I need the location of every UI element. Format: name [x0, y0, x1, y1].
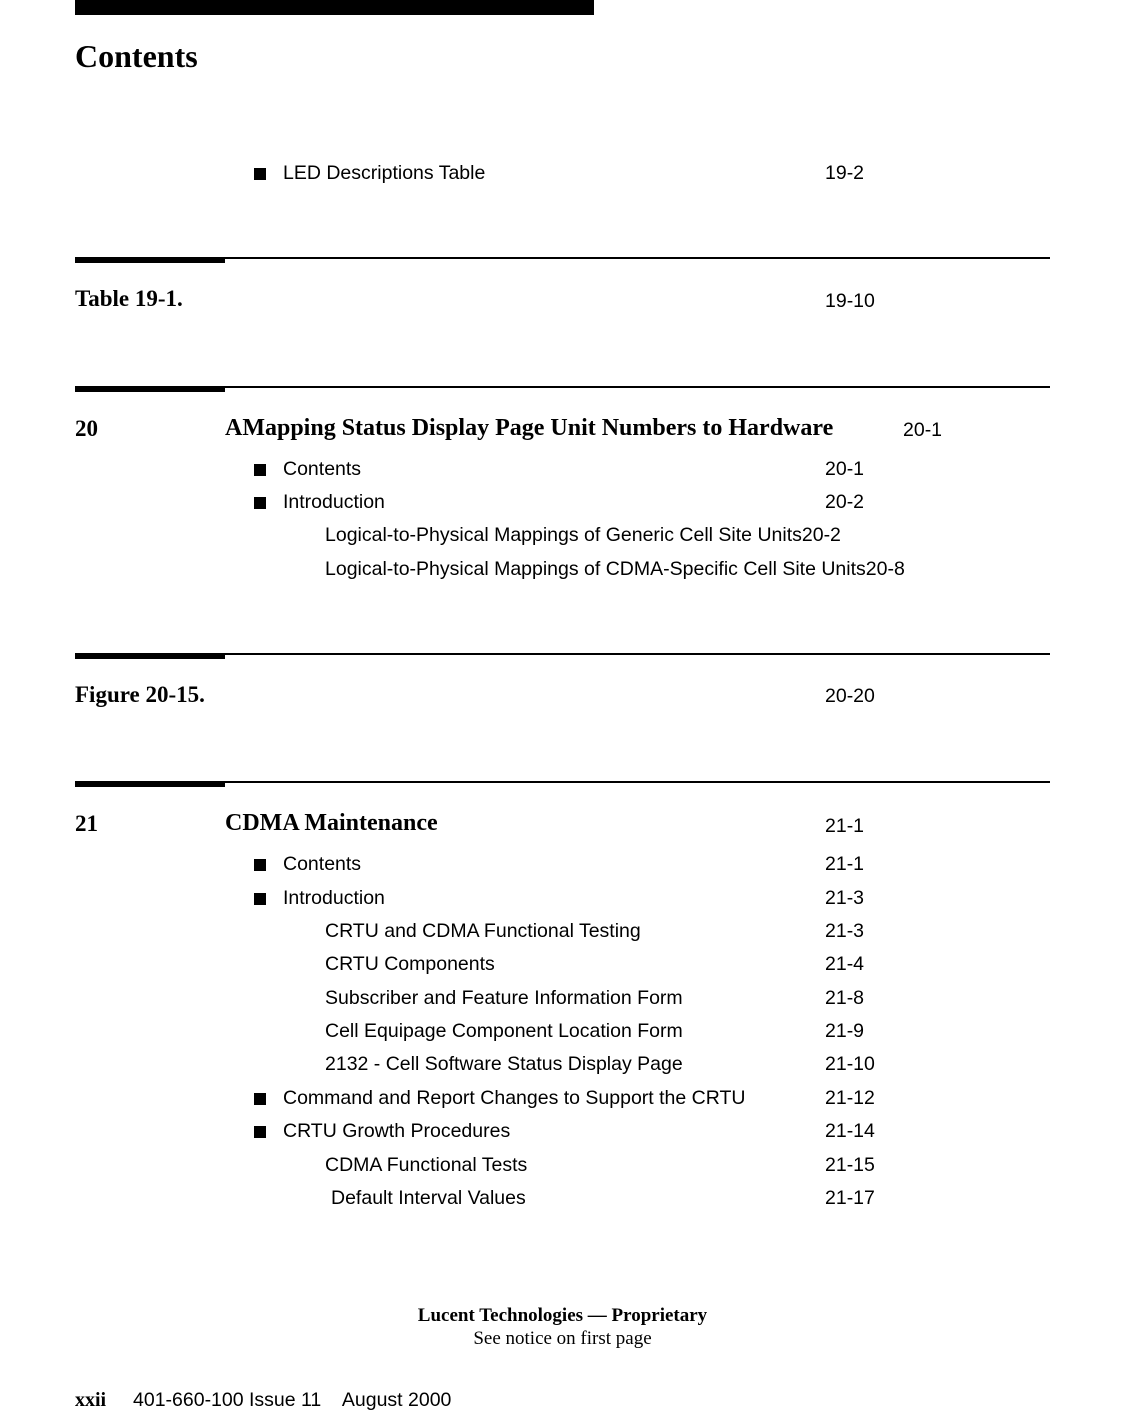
figure-caption[interactable]: Figure 20-15. [75, 682, 205, 707]
chapter-number: 21 [75, 811, 98, 836]
toc-entry[interactable]: Command and Report Changes to Support the CRTU [283, 1087, 746, 1109]
section-rule-thin [75, 781, 1050, 783]
toc-page: 21-15 [825, 1154, 875, 1176]
toc-page: 21-8 [825, 987, 865, 1009]
table-caption-page: 19-10 [825, 290, 875, 312]
bullet-icon [254, 1093, 266, 1105]
section-rule-thin [75, 386, 1050, 388]
bullet-icon [254, 497, 266, 509]
bullet-icon [254, 464, 266, 476]
toc-page: 21-3 [825, 920, 865, 942]
toc-entry[interactable]: CRTU Growth Procedures [283, 1120, 511, 1142]
toc-entry[interactable]: Contents [283, 458, 362, 480]
section-rule-thin [75, 653, 1050, 655]
bullet-icon [254, 893, 266, 905]
toc-subentry[interactable]: Logical-to-Physical Mappings of CDMA-Specific Cell Site Units20-8 [325, 558, 905, 580]
footer-doc-info: 401-660-100 Issue 11 August 2000 [133, 1389, 452, 1411]
toc-subentry[interactable]: Logical-to-Physical Mappings of Generic Cell Site Units20-2 [325, 524, 841, 546]
toc-page: 21-12 [825, 1087, 875, 1109]
chapter-title[interactable]: AMapping Status Display Page Unit Numbers to Hardware [225, 415, 834, 441]
toc-entry[interactable]: Introduction [283, 887, 385, 909]
section-rule-thin [75, 257, 1050, 259]
toc-subentry[interactable]: Subscriber and Feature Information Form [325, 987, 683, 1009]
toc-entry-led-descriptions[interactable]: LED Descriptions Table [283, 162, 486, 184]
page-title: Contents [75, 38, 198, 74]
chapter-number: 20 [75, 416, 98, 441]
toc-entry[interactable]: Introduction [283, 491, 385, 513]
toc-subentry[interactable]: CRTU and CDMA Functional Testing [325, 920, 641, 942]
figure-caption-page: 20-20 [825, 685, 875, 707]
chapter-page: 20-1 [903, 419, 943, 441]
toc-page: 21-14 [825, 1120, 875, 1142]
header-bar [75, 0, 594, 15]
toc-entry[interactable]: Contents [283, 853, 362, 875]
toc-page: 21-9 [825, 1020, 865, 1042]
toc-subentry[interactable]: CRTU Components [325, 953, 495, 975]
chapter-title[interactable]: CDMA Maintenance [225, 810, 438, 836]
toc-page: 20-2 [825, 491, 865, 513]
footer-notice: See notice on first page [473, 1328, 652, 1349]
bullet-icon [254, 859, 266, 871]
toc-page: 20-1 [825, 458, 865, 480]
toc-subentry[interactable]: 2132 - Cell Software Status Display Page [325, 1053, 683, 1075]
toc-page: 21-17 [825, 1187, 875, 1209]
footer-page-number: xxii [75, 1389, 107, 1411]
toc-page: 21-1 [825, 853, 865, 875]
toc-page: 21-10 [825, 1053, 875, 1075]
toc-subentry[interactable]: CDMA Functional Tests [325, 1154, 528, 1176]
toc-subentry[interactable]: Default Interval Values [331, 1187, 526, 1209]
footer-company: Lucent Technologies — Proprietary [417, 1305, 708, 1326]
toc-subentry[interactable]: Cell Equipage Component Location Form [325, 1020, 683, 1042]
toc-page: 21-3 [825, 887, 865, 909]
bullet-icon [254, 168, 266, 180]
toc-page-led-descriptions: 19-2 [825, 162, 865, 184]
chapter-page: 21-1 [825, 815, 865, 837]
table-caption[interactable]: Table 19-1. [75, 286, 183, 311]
toc-page: 21-4 [825, 953, 865, 975]
bullet-icon [254, 1126, 266, 1138]
